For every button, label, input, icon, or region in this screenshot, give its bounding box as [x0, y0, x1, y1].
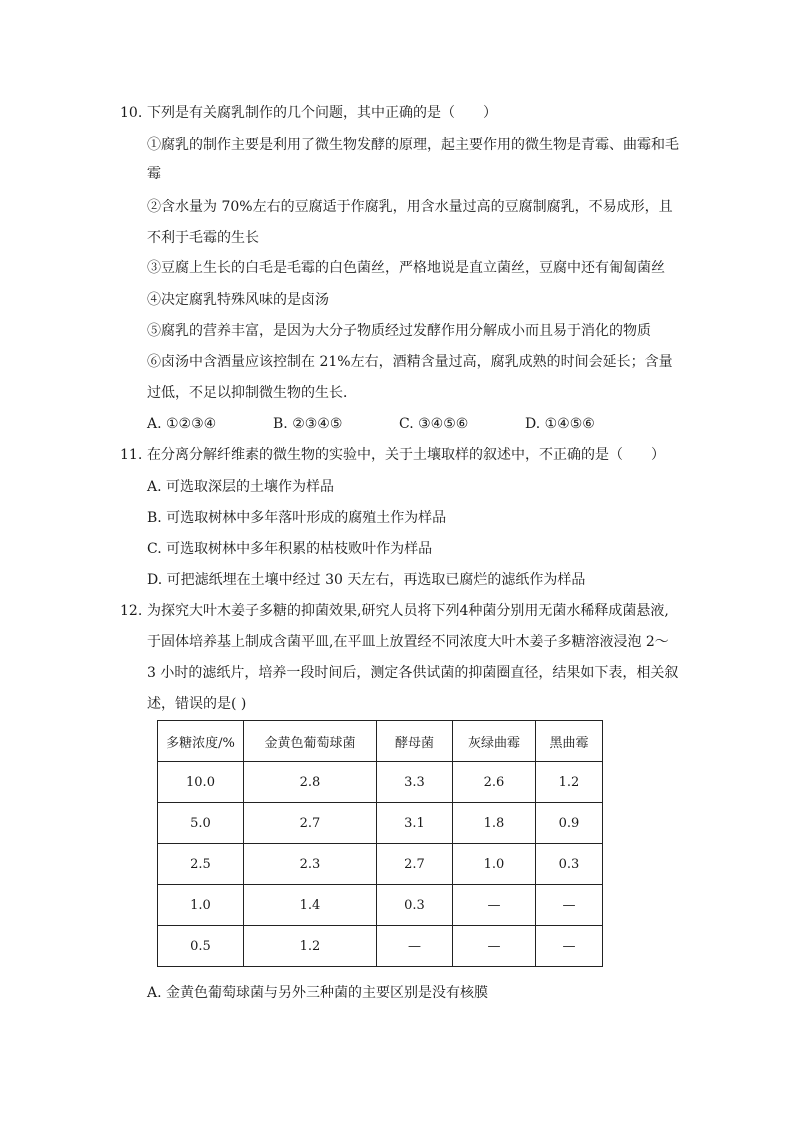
question-12-option-a[interactable]: A. 金黄色葡萄球菌与另外三种菌的主要区别是没有核膜: [147, 985, 489, 1001]
question-10-line: ⑤腐乳的营养丰富，是因为大分子物质经过发酵作用分解成小而且易于消化的物质: [147, 323, 651, 339]
table-header-cell: 多糖浓度/%: [158, 721, 244, 762]
question-10-line: ③豆腐上生长的白毛是毛霉的白色菌丝，严格地说是直立菌丝，豆腐中还有匍匐菌丝: [147, 260, 665, 276]
table-cell: 0.3: [377, 885, 453, 926]
table-cell: 1.0: [453, 844, 536, 885]
question-10-line: 过低，不足以抑制微生物的生长．: [147, 385, 357, 401]
question-10-line: 不利于毛霉的生长: [147, 230, 259, 246]
table-header-cell: 灰绿曲霉: [453, 721, 536, 762]
table-cell: —: [377, 926, 453, 967]
question-10-line: ①腐乳的制作主要是利用了微生物发酵的原理，起主要作用的微生物是青霉、曲霉和毛: [147, 137, 679, 153]
table-cell: 10.0: [158, 762, 244, 803]
question-12-line: 3 小时的滤纸片，培养一段时间后，测定各供试菌的抑菌圈直径，结果如下表，相关叙: [147, 665, 679, 681]
question-10-line: ④决定腐乳特殊风味的是卤汤: [147, 292, 329, 308]
table-cell: 2.5: [158, 844, 244, 885]
table-header-row: [158, 721, 603, 762]
question-12-number: 12.: [120, 603, 143, 619]
question-11-number: 11.: [120, 447, 143, 463]
question-10-option-b[interactable]: B. ②③④⑤: [273, 416, 343, 432]
table-header-cell: 黑曲霉: [536, 721, 603, 762]
table-cell: 0.9: [536, 803, 603, 844]
table-header-cell: 金黄色葡萄球菌: [244, 721, 377, 762]
question-12-line: 述，错误的是( ): [147, 696, 247, 712]
table-cell: 2.8: [244, 762, 377, 803]
table-row: [158, 762, 603, 803]
table-cell: 1.2: [536, 762, 603, 803]
table-cell: 2.6: [453, 762, 536, 803]
question-10-option-d[interactable]: D. ①④⑤⑥: [525, 416, 595, 432]
table-header-cell: 酵母菌: [377, 721, 453, 762]
results-table: [157, 720, 603, 967]
table-cell: 2.7: [377, 844, 453, 885]
table-cell: 1.2: [244, 926, 377, 967]
question-11-option-c[interactable]: C. 可选取树林中多年积累的枯枝败叶作为样品: [147, 541, 433, 557]
question-10-option-c[interactable]: C. ③④⑤⑥: [399, 416, 469, 432]
question-10-stem: 下列是有关腐乳制作的几个问题，其中正确的是（ ）: [147, 105, 497, 121]
question-11-stem: 在分离分解纤维素的微生物的实验中，关于土壤取样的叙述中，不正确的是（ ）: [147, 447, 665, 463]
question-11-option-d[interactable]: D. 可把滤纸埋在土壤中经过 30 天左右，再选取已腐烂的滤纸作为样品: [147, 572, 586, 588]
table-cell: 2.3: [244, 844, 377, 885]
table-row: [158, 926, 603, 967]
question-10-number: 10.: [120, 105, 143, 121]
table-cell: 3.3: [377, 762, 453, 803]
table-row: [158, 844, 603, 885]
question-10-option-a[interactable]: A. ①②③④: [147, 416, 217, 432]
question-11-option-b[interactable]: B. 可选取树林中多年落叶形成的腐殖土作为样品: [147, 510, 447, 526]
question-12-line: 为探究大叶木姜子多糖的抑菌效果,研究人员将下列4种菌分别用无菌水稀释成菌悬液,: [147, 603, 669, 619]
table-cell: —: [536, 926, 603, 967]
table-cell: 3.1: [377, 803, 453, 844]
table-cell: 1.0: [158, 885, 244, 926]
table-cell: 1.4: [244, 885, 377, 926]
question-10-line: ②含水量为 70%左右的豆腐适于作腐乳，用含水量过高的豆腐制腐乳，不易成形，且: [147, 199, 673, 215]
table-cell: 5.0: [158, 803, 244, 844]
table-cell: 0.3: [536, 844, 603, 885]
table-cell: —: [536, 885, 603, 926]
table-cell: 2.7: [244, 803, 377, 844]
question-10-line: ⑥卤汤中含酒量应该控制在 21%左右，酒精含量过高，腐乳成熟的时间会延长；含量: [147, 354, 673, 370]
table-cell: 0.5: [158, 926, 244, 967]
question-11-option-a[interactable]: A. 可选取深层的土壤作为样品: [147, 479, 335, 495]
table-cell: —: [453, 926, 536, 967]
table-cell: —: [453, 885, 536, 926]
table-row: [158, 803, 603, 844]
table-cell: 1.8: [453, 803, 536, 844]
question-12-line: 于固体培养基上制成含菌平皿,在平皿上放置经不同浓度大叶木姜子多糖溶液浸泡 2～: [147, 634, 669, 650]
question-10-line: 霉: [147, 166, 161, 182]
table-row: [158, 885, 603, 926]
